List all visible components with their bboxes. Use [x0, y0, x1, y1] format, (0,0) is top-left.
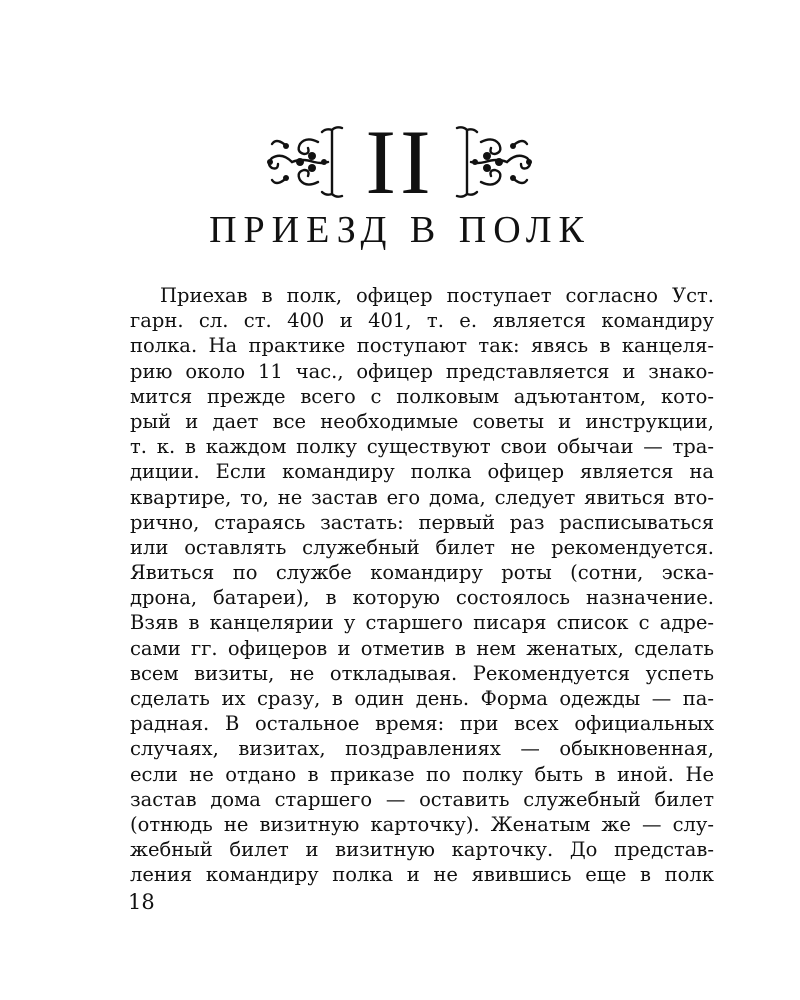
chapter-number: II — [365, 111, 435, 213]
text-line: Взяв в канцелярии у старшего писаря список с адре- — [130, 611, 714, 635]
text-line: рично, стараясь застать: первый раз расписываться — [130, 510, 714, 534]
text-line: (отнюдь не визитную карточку). Женатым же — слу- — [130, 812, 714, 836]
text-line: Приехав в полк, офицер поступает согласно Уст. — [160, 284, 714, 307]
page-number: 18 — [128, 890, 155, 914]
text-line: ления командиру полка и не явившись еще в полк — [130, 863, 714, 887]
text-line: гарн. сл. ст. 400 и 401, т. е. является командиру — [130, 309, 714, 333]
text-line: рию около 11 час., офицер представляется и знако- — [130, 359, 714, 383]
text-line: случаях, визитах, поздравлениях — обыкновенная, — [130, 737, 714, 761]
right-ornament-icon — [455, 122, 537, 202]
text-line: если не отдано в приказе по полку быть в иной. Не — [130, 762, 714, 786]
text-line: полка. На практике поступают так: явясь в канцеля- — [130, 334, 714, 358]
left-ornament-icon — [262, 122, 344, 202]
chapter-title: ПРИЕЗД В ПОЛК — [209, 209, 591, 251]
chapter-header — [0, 111, 800, 213]
text-line: диции. Если командиру полка офицер является на — [130, 460, 714, 484]
text-line: мится прежде всего с полковым адъютантом, кото- — [130, 384, 714, 408]
text-line: всем визиты, не откладывая. Рекомендуется успеть — [130, 661, 714, 685]
text-line: жебный билет и визитную карточку. До представ- — [130, 838, 714, 862]
text-line: или оставлять служебный билет не рекомендуется. — [130, 535, 714, 559]
text-line: сами гг. офицеров и отметив в нем женатых, сделать — [130, 636, 714, 660]
text-line: дрона, батареи), в которую состоялось назначение. — [130, 586, 714, 610]
text-line: сделать их сразу, в один день. Форма одежды — па- — [130, 687, 714, 710]
text-line: квартире, то, не застав его дома, следует явиться вто- — [130, 485, 714, 509]
body-text — [130, 283, 714, 888]
text-line: радная. В остальное время: при всех официальных — [130, 712, 714, 736]
text-line: т. к. в каждом полку существуют свои обычаи — тра- — [130, 435, 714, 459]
text-line: рый и дает все необходимые советы и инструкции, — [130, 409, 714, 433]
text-line: Явиться по службе командиру роты (сотни, эска- — [130, 561, 714, 585]
text-line: застав дома старшего — оставить служебный билет — [130, 787, 714, 811]
